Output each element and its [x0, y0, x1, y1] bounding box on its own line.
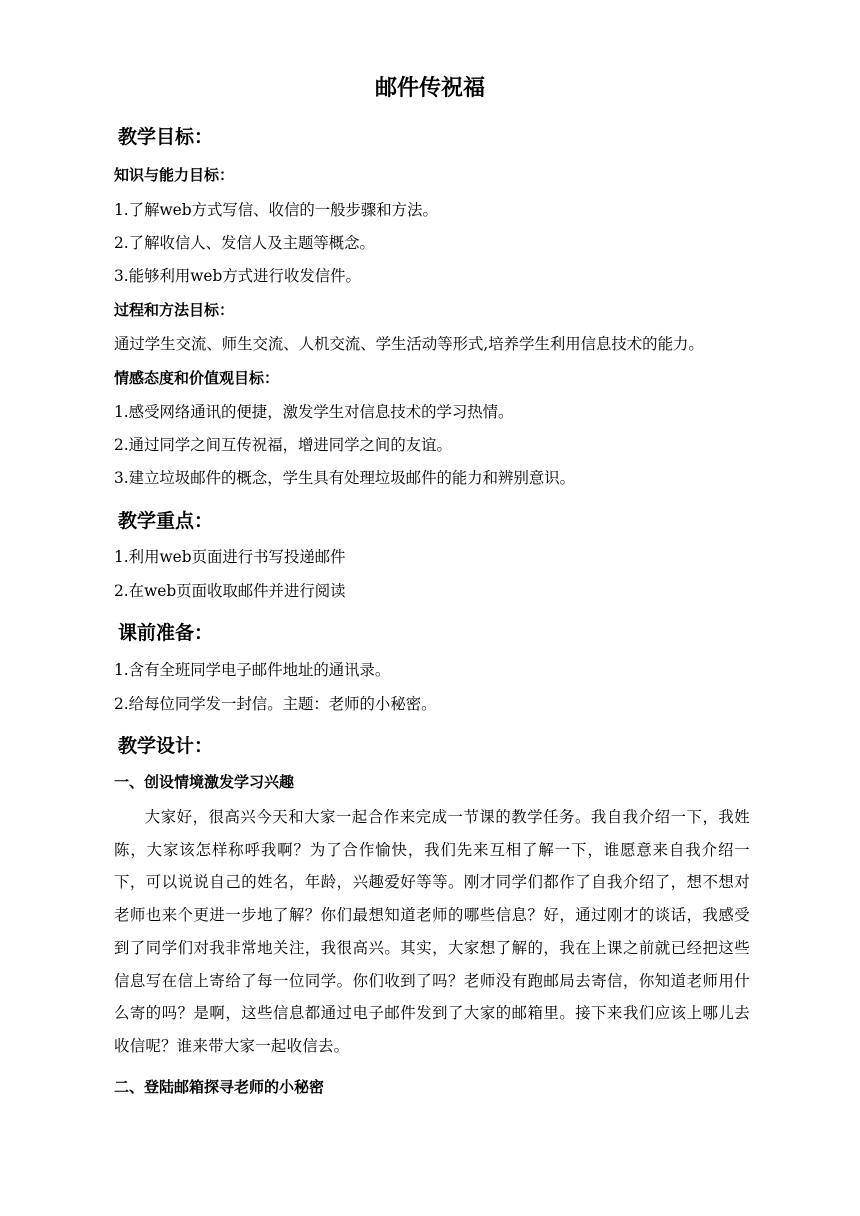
document-title: 邮件传祝福: [374, 76, 485, 101]
emotion-values-heading: 情感态度和价值观目标：: [114, 369, 280, 387]
preparation-item: 1.含有全班同学电子邮件地址的通讯录。: [114, 661, 391, 679]
key-point-item: 1.利用web页面进行书写投递邮件: [114, 548, 346, 566]
objectives-heading: 教学目标：: [118, 126, 214, 148]
knowledge-item: 3.能够利用web方式进行收发信件。: [114, 267, 361, 285]
key-points-heading: 教学重点：: [118, 510, 214, 532]
emotion-item: 3.建立垃圾邮件的概念，学生具有处理垃圾邮件的能力和辨别意识。: [114, 469, 576, 487]
process-method-heading: 过程和方法目标：: [114, 301, 235, 319]
section1-paragraph: 大家好，很高兴今天和大家一起合作来完成一节课的教学任务。我自我介绍一下，我姓陈，大家该怎样称呼我啊？为了合作愉快，我们先来互相了解一下，谁愿意来自我介绍一下，可以说说自己的姓名，年龄，兴趣爱好等等。刚才同学们都作了自我介绍了，想不想对老师也来个更进一步地了解？你们最想知道老师的哪些信息？好，通过刚才的谈话，我感受到了同学们对我非常地关注，我很高兴。其实，大家想了解的，我在上课之前就已经把这些信息写在信上寄给了每一位同学。你们收到了吗？老师没有跑邮局去寄信，你知道老师用什么寄的吗？是啊，这些信息都通过电子邮件发到了大家的邮箱里。接下来我们应该上哪儿去收信呢？谁来带大家一起收信去。: [114, 808, 750, 1055]
section2-heading: 二、登陆邮箱探寻老师的小秘密: [114, 1078, 325, 1096]
preparation-item: 2.给每位同学发一封信。主题：老师的小秘密。: [114, 695, 437, 713]
preparation-heading: 课前准备：: [118, 622, 214, 644]
emotion-item: 1.感受网络通讯的便捷，激发学生对信息技术的学习热情。: [114, 403, 514, 421]
process-method-text: 通过学生交流、师生交流、人机交流、学生活动等形式,培养学生利用信息技术的能力。: [114, 335, 704, 353]
emotion-item: 2.通过同学之间互传祝福，增进同学之间的友谊。: [114, 436, 452, 454]
knowledge-ability-heading: 知识与能力目标：: [114, 166, 235, 184]
knowledge-item: 2.了解收信人、发信人及主题等概念。: [114, 234, 375, 252]
section1-heading: 一、创设情境激发学习兴趣: [114, 773, 295, 791]
design-heading: 教学设计：: [118, 735, 214, 757]
knowledge-item: 1.了解web方式写信、收信的一般步骤和方法。: [114, 201, 438, 219]
key-point-item: 2.在web页面收取邮件并进行阅读: [114, 582, 346, 600]
